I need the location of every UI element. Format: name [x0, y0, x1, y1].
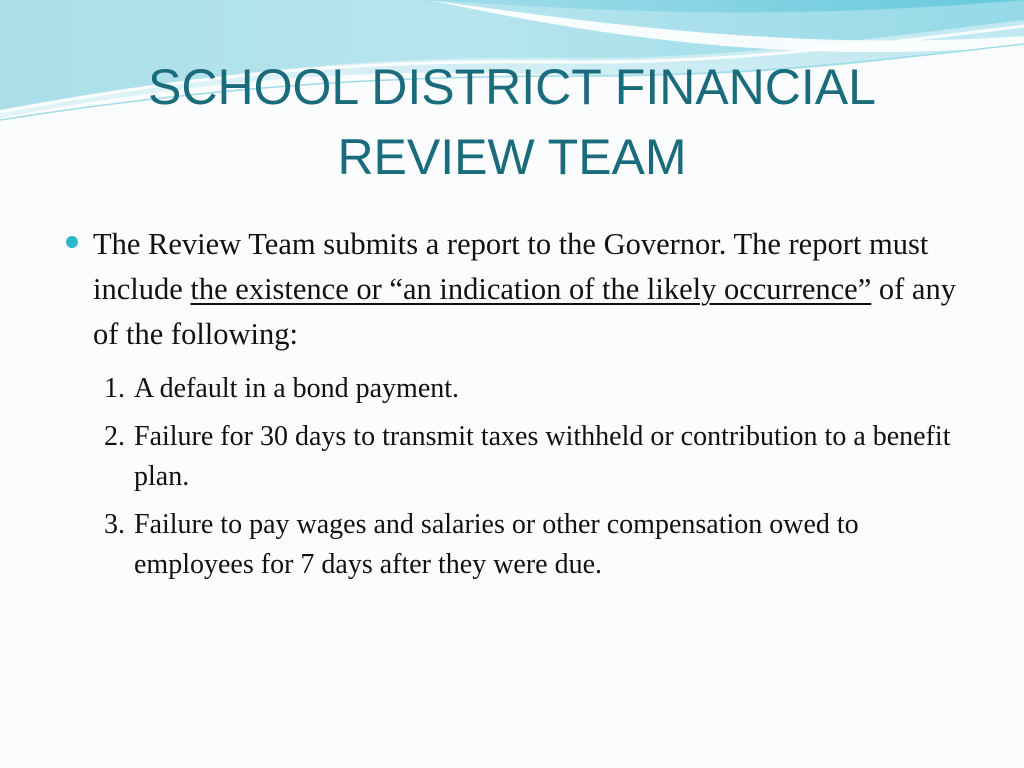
title-line-2: REVIEW TEAM [337, 129, 687, 185]
list-item [60, 369, 960, 409]
list-item-number: 2. [104, 421, 125, 452]
bullet-paragraph [60, 222, 960, 357]
list-item [60, 505, 960, 585]
list-item-text: Failure for 30 days to transmit taxes withheld or contribution to a benefit plan. [134, 421, 951, 492]
list-item-text: Failure to pay wages and salaries or other compensation owed to employees for 7 days after they were due. [134, 509, 859, 580]
bullet-dot-icon [66, 236, 78, 248]
title-line-1: SCHOOL DISTRICT FINANCIAL [148, 59, 876, 115]
list-item-number: 1. [104, 373, 125, 404]
bullet-text-after: of any of the following: [93, 272, 956, 351]
bullet-text-before: The Review Team submits a report to the Governor. The report must include [93, 227, 929, 306]
list-item [60, 417, 960, 497]
list-item-number: 3. [104, 509, 125, 540]
bullet-underlined-text: the existence or “an indication of the likely occurrence” [190, 272, 872, 306]
list-item-text: A default in a bond payment. [134, 373, 460, 404]
slide-body [60, 222, 960, 593]
slide-title [60, 52, 964, 192]
numbered-list [60, 369, 960, 585]
